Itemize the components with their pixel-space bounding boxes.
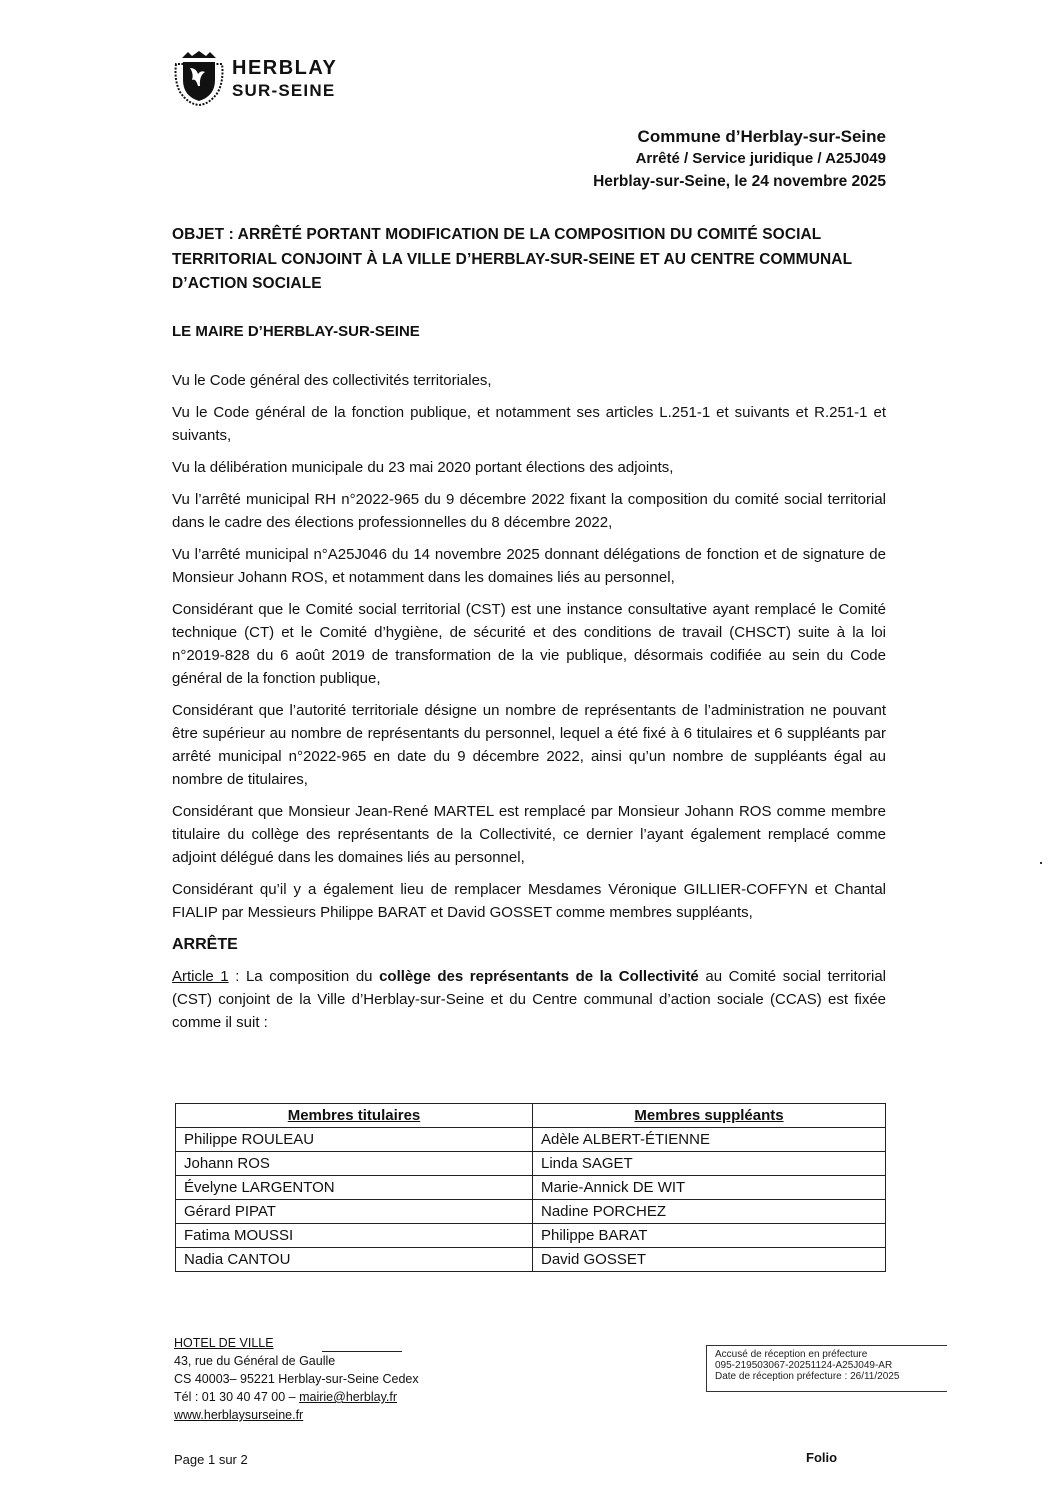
table-row: Johann ROS Linda SAGET (176, 1152, 886, 1176)
header-titulaires: Membres titulaires (176, 1104, 533, 1128)
arrete-heading: ARRÊTE (172, 936, 238, 953)
footer-city: CS 40003– 95221 Herblay-sur-Seine Cedex (174, 1372, 419, 1386)
scan-artifact (1040, 862, 1042, 864)
article-1-label: Article 1 (172, 968, 229, 985)
header-suppleants: Membres suppléants (533, 1104, 886, 1128)
article-1-emphasis: collège des représentants de la Collectivité (379, 968, 699, 985)
document-body (172, 369, 886, 1043)
table-row: Évelyne LARGENTON Marie-Annick DE WIT (176, 1176, 886, 1200)
considerant-paragraph: Considérant qu’il y a également lieu de remplacer Mesdames Véronique GILLIER-COFFYN et Chantal FIALIP par Messieurs Philippe BARAT et David GOSSET comme membres suppléants, (172, 881, 886, 921)
members-table (175, 1103, 886, 1272)
table-header-row (176, 1104, 886, 1128)
folio-label: Folio (806, 1450, 838, 1465)
table-row: Philippe ROULEAU Adèle ALBERT-ÉTIENNE (176, 1128, 886, 1152)
coat-of-arms-icon (174, 50, 224, 106)
footer-website-link[interactable]: www.herblaysurseine.fr (174, 1408, 304, 1422)
document-reference: Arrêté / Service juridique / A25J049 (635, 150, 886, 167)
divider (322, 1337, 402, 1352)
document-subject: OBJET : ARRÊTÉ PORTANT MODIFICATION DE LA COMPOSITION DU COMITÉ SOCIAL TERRITORIAL CONJOINT À LA VILLE D’HERBLAY-SUR-SEINE ET AU CENTRE COMMUNAL D’ACTION SOCIALE (172, 226, 852, 292)
mayor-heading: LE MAIRE D’HERBLAY-SUR-SEINE (172, 323, 420, 340)
table-row: Gérard PIPAT Nadine PORCHEZ (176, 1200, 886, 1224)
logo-title: HERBLAY (232, 57, 338, 79)
considerant-paragraph: Considérant que l’autorité territoriale désigne un nombre de représentants de l’administration ne pouvant être supérieur au nombre de représentants du personnel, lequel a été fixé à 6 titulaires et 6 suppléants par arrêté municipal n°2022-965 en date du 9 décembre 2022, ainsi qu’un nombre de suppléants égal au nombre de titulaires, (172, 702, 886, 788)
visa-paragraph: Vu l’arrêté municipal RH n°2022-965 du 9 décembre 2022 fixant la composition du comité social territorial dans le cadre des élections professionnelles du 8 décembre 2022, (172, 491, 886, 531)
commune-name: Commune d’Herblay-sur-Seine (637, 127, 886, 146)
logo-subtitle: SUR-SEINE (232, 81, 336, 100)
table-row: Fatima MOUSSI Philippe BARAT (176, 1224, 886, 1248)
footer-street: 43, rue du Général de Gaulle (174, 1354, 336, 1368)
visa-paragraph: Vu le Code général de la fonction publique, et notamment ses articles L.251-1 et suivants et R.251-1 et suivants, (172, 404, 886, 444)
page-number: Page 1 sur 2 (174, 1452, 248, 1467)
visa-paragraph: Vu l’arrêté municipal n°A25J046 du 14 novembre 2025 donnant délégations de fonction et de signature de Monsieur Johann ROS, et notamment dans les domaines liés au personnel, (172, 546, 886, 586)
considerant-paragraph: Considérant que le Comité social territorial (CST) est une instance consultative ayant remplacé le Comité technique (CT) et le Comité d’hygiène, de sécurité et des conditions de travail (CHSCT) suite à la loi n°2019-828 du 6 août 2019 de transformation de la vie publique, désormais codifiée au sein du Code général de la fonction publique, (172, 601, 886, 687)
footer-email-link[interactable]: mairie@herblay.fr (299, 1390, 397, 1404)
considerant-paragraph: Considérant que Monsieur Jean-René MARTEL est remplacé par Monsieur Johann ROS comme membre titulaire du collège des représentants de la Collectivité, ce dernier l’ayant également remplacé comme adjoint délégué dans les domaines liés au personnel, (172, 803, 886, 866)
document-date: Herblay-sur-Seine, le 24 novembre 2025 (593, 173, 886, 190)
footer-title: HOTEL DE VILLE (174, 1336, 274, 1350)
footer-phone: Tél : 01 30 40 47 00 – (174, 1390, 300, 1404)
visa-paragraph: Vu la délibération municipale du 23 mai 2020 portant élections des adjoints, (172, 459, 674, 476)
visa-paragraph: Vu le Code général des collectivités territoriales, (172, 372, 492, 389)
table-row: Nadia CANTOU David GOSSET (176, 1248, 886, 1272)
prefecture-receipt-stamp: Accusé de réception en préfecture 095-219503067-20251124-A25J049-AR Date de réception préfecture : 26/11/2025 (706, 1345, 947, 1392)
article-1: Article 1 : La composition du collège des représentants de la Collectivité au Comité social territorial (CST) conjoint de la Ville d’Herblay-sur-Seine et du Centre communal d’action sociale (CCAS) est fixée comme il suit : (172, 968, 886, 1031)
herblay-logo (172, 48, 362, 108)
footer-address (174, 1334, 419, 1424)
document-header (593, 125, 886, 194)
